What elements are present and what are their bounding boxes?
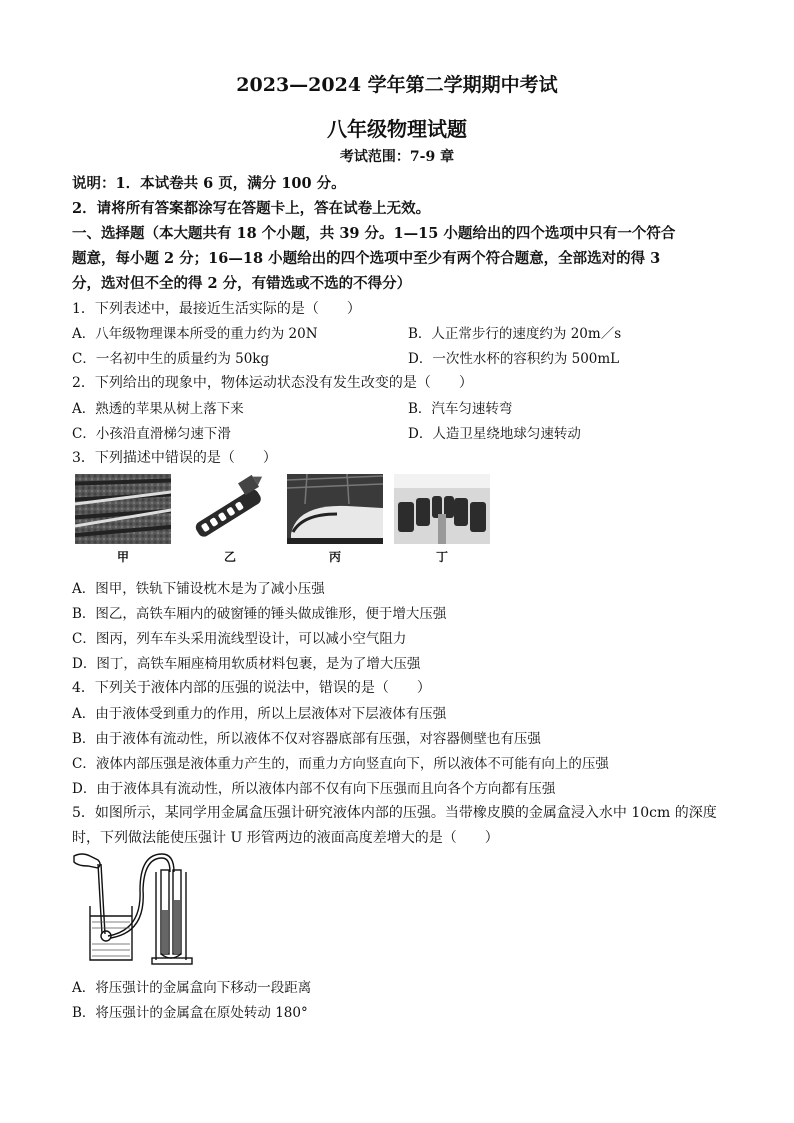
note-1: 说明：1．本试卷共 6 页，满分 100 分。 <box>72 175 346 192</box>
section-1-line-1: 一、选择题（本大题共有 18 个小题，共 39 分。1—15 小题给出的四个选项中只有一个符合 <box>72 225 676 242</box>
q1-option-a: A．八年级物理课本所受的重力约为 20N <box>72 326 318 342</box>
pressure-gauge-diagram <box>68 850 198 968</box>
q5-option-a: A．将压强计的金属盒向下移动一段距离 <box>72 980 312 996</box>
q1-option-c: C．一名初中生的质量约为 50kg <box>72 351 270 367</box>
q4-option-a: A．由于液体受到重力的作用，所以上层液体对下层液体有压强 <box>72 706 447 722</box>
q2-option-b: B．汽车匀速转弯 <box>408 401 513 417</box>
q4-option-c: C．液体内部压强是液体重力产生的，而重力方向竖直向下，所以液体不可能有向上的压强 <box>72 756 609 772</box>
exam-subtitle: 八年级物理试题 <box>327 117 467 141</box>
q5-stem-line-2: 时，下列做法能使压强计 U 形管两边的液面高度差增大的是（ ） <box>72 830 499 846</box>
q3-option-a: A．图甲，铁轨下铺设枕木是为了减小压强 <box>72 581 325 597</box>
q5-stem-line-1: 5．如图所示，某同学用金属盒压强计研究液体内部的压强。当带橡皮膜的金属盒浸入水中 10cm 的深度 <box>72 805 717 821</box>
safety-hammer-photo <box>184 474 276 544</box>
q1-stem: 1．下列表述中，最接近生活实际的是（ ） <box>72 301 361 317</box>
q5-option-b: B．将压强计的金属盒在原处转动 180° <box>72 1005 308 1021</box>
exam-title: 2023—2024 学年第二学期期中考试 <box>236 74 558 96</box>
q1-option-b: B．人正常步行的速度约为 20m／s <box>408 326 622 342</box>
q4-option-d: D．由于液体具有流动性，所以液体内部不仅有向下压强而且向各个方向都有压强 <box>72 781 556 797</box>
q2-option-c: C．小孩沿直滑梯匀速下滑 <box>72 426 231 442</box>
railway-track-photo <box>75 474 171 544</box>
section-1-line-2: 题意，每小题 2 分；16—18 小题给出的四个选项中至少有两个符合题意，全部选对的得 3 <box>72 250 661 267</box>
q2-option-d: D．人造卫星绕地球匀速转动 <box>408 426 581 442</box>
q1-option-d: D．一次性水杯的容积约为 500mL <box>408 351 620 367</box>
fig-label-ding: 丁 <box>435 550 448 564</box>
q4-option-b: B．由于液体有流动性，所以液体不仅对容器底部有压强，对容器侧壁也有压强 <box>72 731 541 747</box>
fig-label-jia: 甲 <box>116 550 129 564</box>
q2-option-a: A．熟透的苹果从树上落下来 <box>72 401 244 417</box>
section-1-line-3: 分，选对但不全的得 2 分，有错选或不选的不得分） <box>72 275 412 292</box>
q3-option-c: C．图丙，列车车头采用流线型设计，可以减小空气阻力 <box>72 631 407 647</box>
q3-option-d: D．图丁，高铁车厢座椅用软质材料包裹，是为了增大压强 <box>72 656 421 672</box>
q2-stem: 2．下列给出的现象中，物体运动状态没有发生改变的是（ ） <box>72 375 473 391</box>
q3-stem: 3．下列描述中错误的是（ ） <box>72 450 277 466</box>
fig-label-bing: 丙 <box>328 550 341 564</box>
train-seats-photo <box>394 474 490 544</box>
note-2: 2．请将所有答案都涂写在答题卡上，答在试卷上无效。 <box>72 200 431 217</box>
q3-option-b: B．图乙，高铁车厢内的破窗锤的锤头做成锥形，便于增大压强 <box>72 606 447 622</box>
exam-scope: 考试范围：7-9 章 <box>339 149 455 165</box>
high-speed-train-photo <box>287 474 383 544</box>
q4-stem: 4．下列关于液体内部的压强的说法中，错误的是（ ） <box>72 680 431 696</box>
fig-label-yi: 乙 <box>223 550 236 564</box>
